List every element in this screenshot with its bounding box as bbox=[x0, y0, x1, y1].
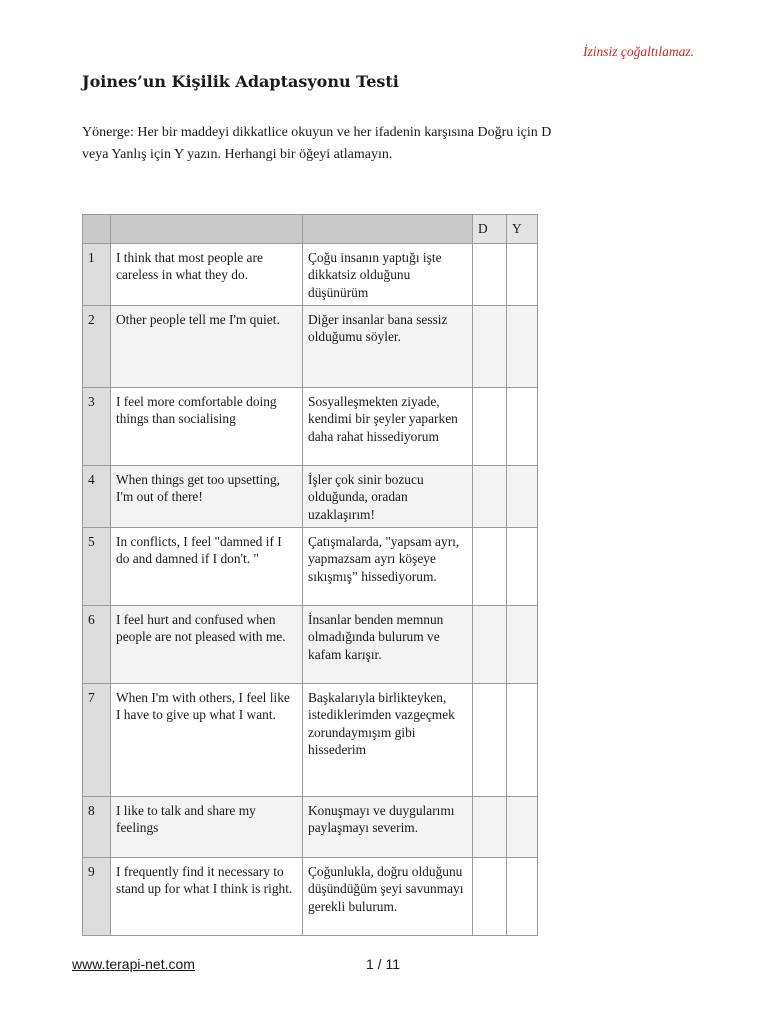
header-cell-english bbox=[111, 215, 303, 244]
turkish-statement: Diğer insanlar bana sessiz olduğumu söyler. bbox=[303, 306, 473, 388]
answer-cell-d[interactable] bbox=[473, 306, 507, 388]
test-table bbox=[82, 214, 538, 936]
table-row bbox=[83, 528, 538, 606]
answer-cell-d[interactable] bbox=[473, 858, 507, 936]
answer-cell-y[interactable] bbox=[507, 306, 538, 388]
turkish-statement: Çoğunlukla, doğru olduğunu düşündüğüm şeyi savunmayı gerekli bulurum. bbox=[303, 858, 473, 936]
row-number: 2 bbox=[83, 306, 111, 388]
answer-cell-d[interactable] bbox=[473, 606, 507, 684]
table-row bbox=[83, 466, 538, 528]
turkish-statement: İnsanlar benden memnun olmadığında bulurum ve kafam karışır. bbox=[303, 606, 473, 684]
english-statement: I like to talk and share my feelings bbox=[111, 797, 303, 858]
answer-cell-d[interactable] bbox=[473, 797, 507, 858]
page-number: 1 / 11 bbox=[366, 956, 400, 972]
answer-cell-y[interactable] bbox=[507, 388, 538, 466]
answer-cell-y[interactable] bbox=[507, 528, 538, 606]
row-number: 4 bbox=[83, 466, 111, 528]
instruction-text: Yönerge: Her bir maddeyi dikkatlice okuyun ve her ifadenin karşısına Doğru için D veya Yanlış için Y yazın. Herhangi bir öğeyi atlamayın. bbox=[82, 125, 552, 162]
turkish-statement: Sosyalleşmekten ziyade, kendimi bir şeyler yaparken daha rahat hissediyorum bbox=[303, 388, 473, 466]
turkish-statement: İşler çok sinir bozucu olduğunda, oradan uzaklaşırım! bbox=[303, 466, 473, 528]
answer-cell-d[interactable] bbox=[473, 466, 507, 528]
table-row bbox=[83, 306, 538, 388]
answer-cell-d[interactable] bbox=[473, 528, 507, 606]
header-cell-turkish bbox=[303, 215, 473, 244]
answer-cell-d[interactable] bbox=[473, 388, 507, 466]
page-title: Joines’un Kişilik Adaptasyonu Testi bbox=[82, 72, 399, 91]
table-row bbox=[83, 858, 538, 936]
answer-cell-y[interactable] bbox=[507, 684, 538, 797]
english-statement: I feel more comfortable doing things than socialising bbox=[111, 388, 303, 466]
row-number: 3 bbox=[83, 388, 111, 466]
row-number: 5 bbox=[83, 528, 111, 606]
english-statement: When I'm with others, I feel like I have to give up what I want. bbox=[111, 684, 303, 797]
answer-cell-d[interactable] bbox=[473, 244, 507, 306]
english-statement: Other people tell me I'm quiet. bbox=[111, 306, 303, 388]
answer-cell-y[interactable] bbox=[507, 606, 538, 684]
turkish-statement: Çatışmalarda, "yapsam ayrı, yapmazsam ayrı köşeye sıkışmış” hissediyorum. bbox=[303, 528, 473, 606]
turkish-statement: Çoğu insanın yaptığı işte dikkatsiz olduğunu düşünürüm bbox=[303, 244, 473, 306]
row-number: 1 bbox=[83, 244, 111, 306]
header-cell-number bbox=[83, 215, 111, 244]
footer-website-link[interactable]: www.terapi-net.com bbox=[72, 956, 195, 972]
turkish-statement: Başkalarıyla birlikteyken, istediklerimden vazgeçmek zorundaymışım gibi hissederim bbox=[303, 684, 473, 797]
table-row bbox=[83, 606, 538, 684]
turkish-statement: Konuşmayı ve duygularımı paylaşmayı severim. bbox=[303, 797, 473, 858]
test-table-body bbox=[83, 215, 538, 936]
answer-cell-y[interactable] bbox=[507, 466, 538, 528]
answer-cell-d[interactable] bbox=[473, 684, 507, 797]
table-row bbox=[83, 684, 538, 797]
english-statement: I frequently find it necessary to stand up for what I think is right. bbox=[111, 858, 303, 936]
answer-cell-y[interactable] bbox=[507, 244, 538, 306]
row-number: 7 bbox=[83, 684, 111, 797]
english-statement: I feel hurt and confused when people are not pleased with me. bbox=[111, 606, 303, 684]
english-statement: In conflicts, I feel "damned if I do and damned if I don't. " bbox=[111, 528, 303, 606]
table-row bbox=[83, 797, 538, 858]
answer-cell-y[interactable] bbox=[507, 797, 538, 858]
table-row bbox=[83, 388, 538, 466]
table-row bbox=[83, 244, 538, 306]
header-cell-dogru: D bbox=[473, 215, 507, 244]
copyright-notice: İzinsiz çoğaltılamaz. bbox=[582, 44, 694, 59]
row-number: 9 bbox=[83, 858, 111, 936]
answer-cell-y[interactable] bbox=[507, 858, 538, 936]
row-number: 6 bbox=[83, 606, 111, 684]
english-statement: I think that most people are careless in what they do. bbox=[111, 244, 303, 306]
header-cell-yanlis: Y bbox=[507, 215, 538, 244]
row-number: 8 bbox=[83, 797, 111, 858]
english-statement: When things get too upsetting, I'm out of there! bbox=[111, 466, 303, 528]
table-header-row bbox=[83, 215, 538, 244]
